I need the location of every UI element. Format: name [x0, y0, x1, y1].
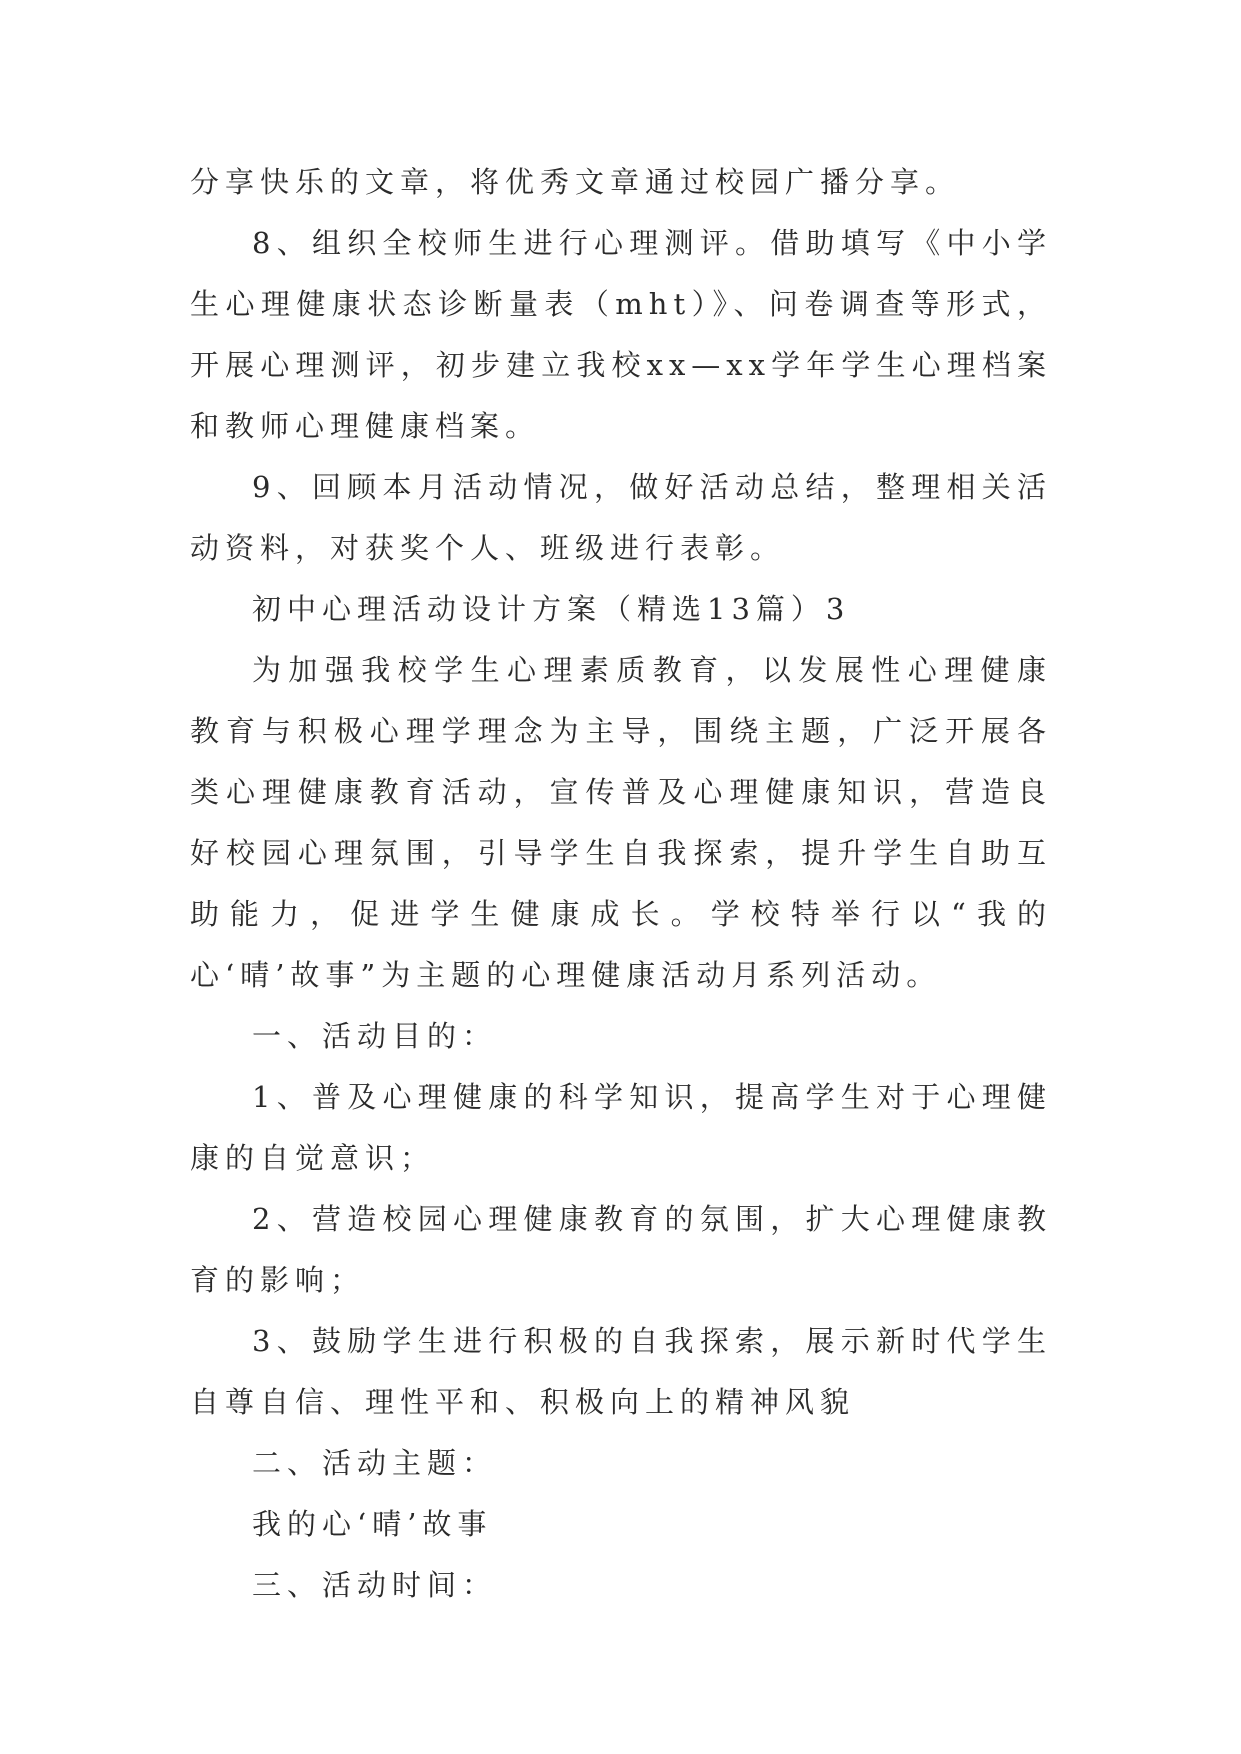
- purpose-item-2: 2、营造校园心理健康教育的氛围，扩大心理健康教育的影响；: [190, 1202, 1052, 1297]
- section-heading: 初中心理活动设计方案（精选13篇）3: [252, 592, 851, 626]
- purpose-item-1: 1、普及心理健康的科学知识，提高学生对于心理健康的自觉意识；: [190, 1080, 1052, 1175]
- heading-activity-theme: 二、活动主题：: [252, 1446, 498, 1480]
- paragraph-item-8: 8、组织全校师生进行心理测评。借助填写《中小学生心理健康状态诊断量表（mht）》、问卷调查等形式，开展心理测评，初步建立我校xx—xx学年学生心理档案和教师心理健康档案。: [190, 226, 1052, 443]
- paragraph-intro: 为加强我校学生心理素质教育，以发展性心理健康教育与积极心理学理念为主导，围绕主题，广泛开展各类心理健康教育活动，宣传普及心理健康知识，营造良好校园心理氛围，引导学生自我探索，提升学生自助互助能力，促进学生健康成长。学校特举行以“我的心‘晴’故事”为主题的心理健康活动月系列活动。: [190, 653, 1052, 992]
- purpose-item-3: 3、鼓励学生进行积极的自我探索，展示新时代学生自尊自信、理性平和、积极向上的精神风貌: [190, 1324, 1052, 1419]
- paragraph-continuation: 分享快乐的文章，将优秀文章通过校园广播分享。: [190, 165, 961, 199]
- heading-activity-time: 三、活动时间：: [252, 1568, 498, 1602]
- paragraph-item-9: 9、回顾本月活动情况，做好活动总结，整理相关活动资料，对获奖个人、班级进行表彰。: [190, 470, 1052, 565]
- heading-activity-purpose: 一、活动目的：: [252, 1019, 498, 1053]
- document-body: [190, 152, 1052, 1616]
- activity-theme-text: 我的心‘晴’故事: [252, 1507, 493, 1541]
